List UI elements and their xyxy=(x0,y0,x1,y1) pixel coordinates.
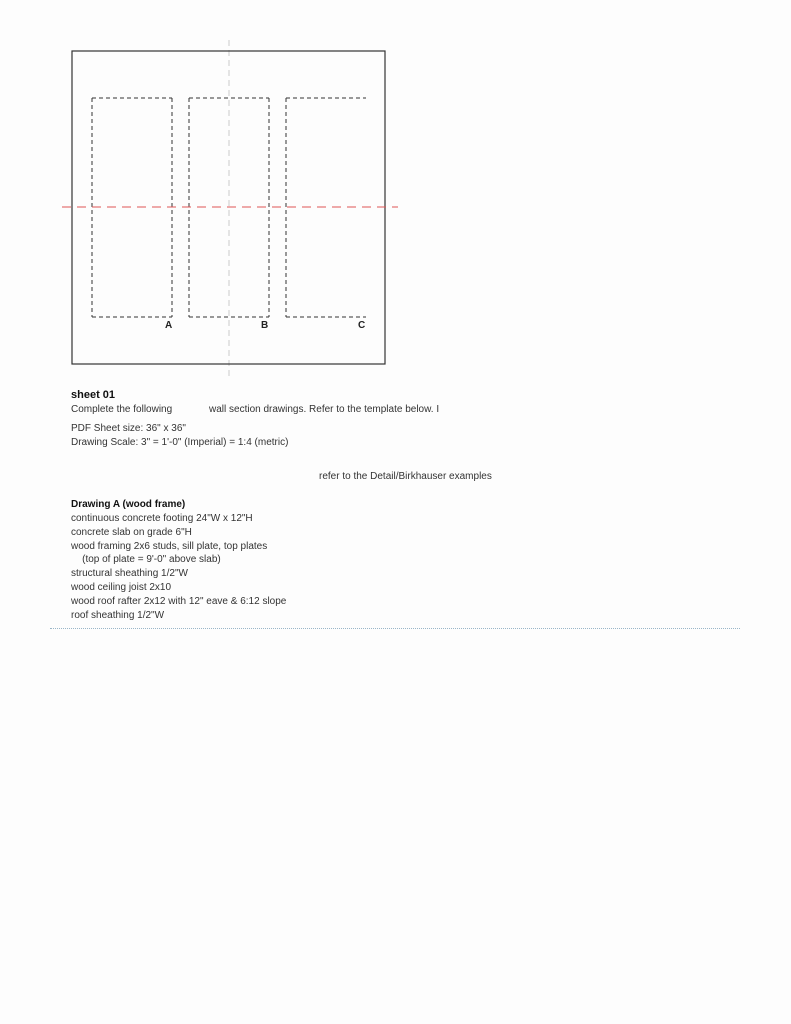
panel-b-label: B xyxy=(261,320,269,331)
drawing-a-item: roof sheathing 1/2"W xyxy=(71,610,165,621)
pdf-sheet-size: PDF Sheet size: 36" x 36" xyxy=(71,423,186,434)
sheet-title: sheet 01 xyxy=(71,389,116,401)
reference-note: refer to the Detail/Birkhauser examples xyxy=(319,471,492,482)
panel-c-label: C xyxy=(358,320,366,331)
drawing-a-item: continuous concrete footing 24"W x 12"H xyxy=(71,513,253,524)
section-divider xyxy=(50,628,740,629)
drawing-a-item: wood roof rafter 2x12 with 12" eave & 6:12 slope xyxy=(71,596,287,607)
drawing-a-item: concrete slab on grade 6"H xyxy=(71,527,192,538)
drawing-a-item: structural sheathing 1/2"W xyxy=(71,568,188,579)
panel-a-label: A xyxy=(165,320,173,331)
drawing-a-item: wood ceiling joist 2x10 xyxy=(71,582,172,593)
template-drawing xyxy=(0,0,791,400)
instruction-right: wall section drawings. Refer to the template below. I xyxy=(209,404,440,415)
drawing-a-item: wood framing 2x6 studs, sill plate, top plates xyxy=(71,541,268,552)
drawing-a-heading: Drawing A (wood frame) xyxy=(71,499,186,510)
instruction-left: Complete the following xyxy=(71,404,173,415)
drawing-scale: Drawing Scale: 3" = 1'-0" (Imperial) = 1:4 (metric) xyxy=(71,437,289,448)
drawing-a-item: (top of plate = 9'-0" above slab) xyxy=(71,554,221,565)
